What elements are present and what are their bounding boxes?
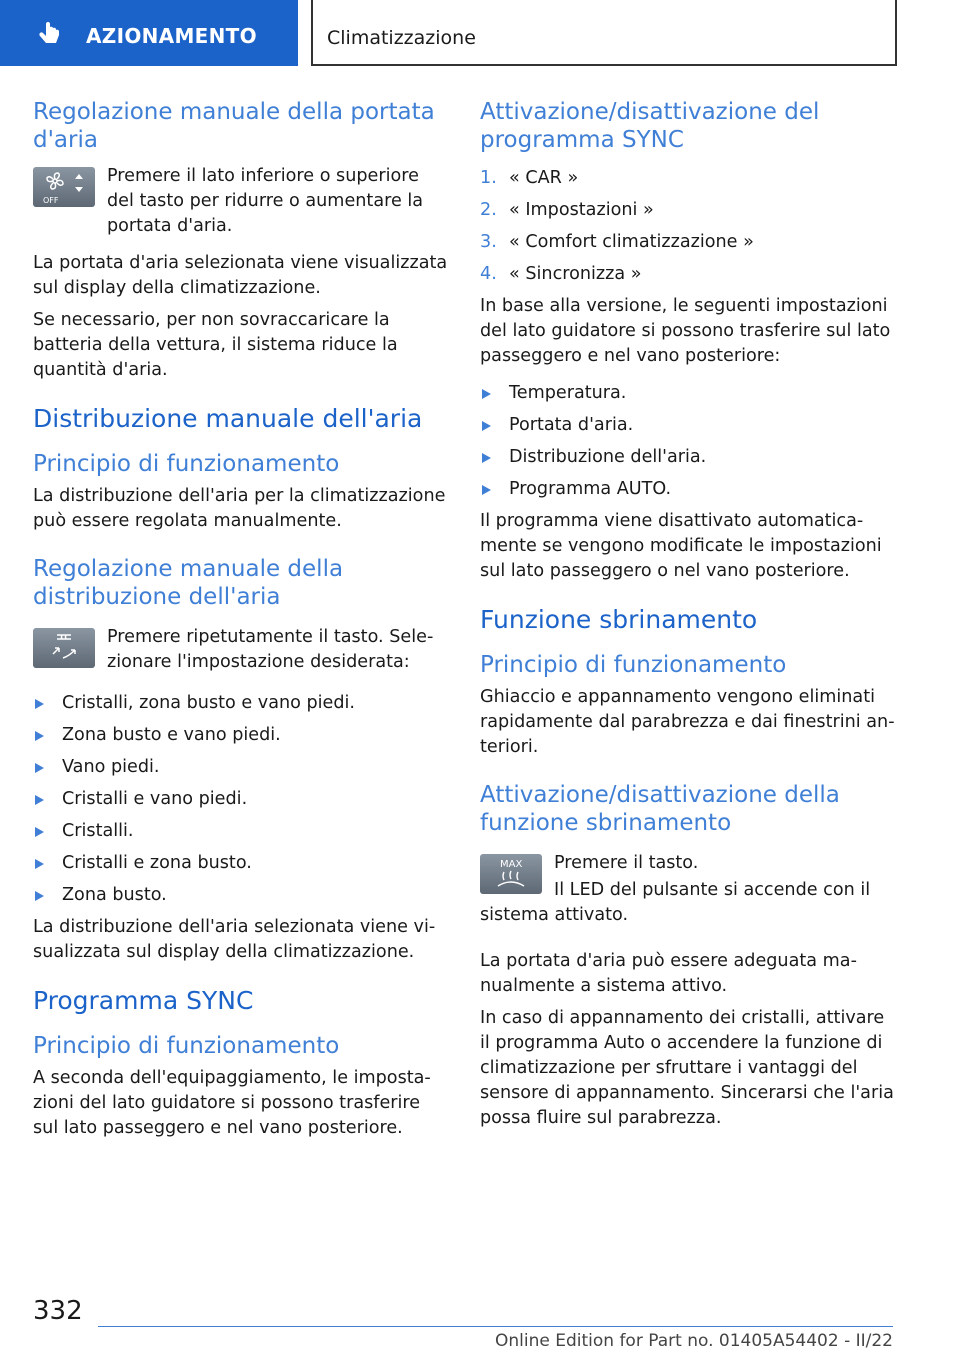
list-item: Cristalli e zona busto. — [33, 851, 448, 876]
paragraph: Se necessario, per non sovraccaricare la batteria della vettura, il sistema riduce la quantità d'aria. — [33, 310, 398, 380]
footer-divider — [98, 1326, 893, 1327]
heading-air-distribution: Distribuzione manuale dell'aria — [33, 404, 423, 433]
paragraph: La distribuzione dell'aria per la climatizzazione può essere regolata manualmente. — [33, 486, 446, 531]
heading-manual-airflow: Regolazione manuale della portata d'aria — [33, 99, 435, 153]
paragraph: La distribuzione dell'aria selezionata viene visualizzata sul display della climatizzazione. — [33, 917, 436, 962]
fan-button-image — [33, 167, 95, 207]
distribution-button-text: Premere ripetutamente il tasto. Selezionare l'impostazione desiderata: — [107, 627, 434, 672]
paragraph: In base alla versione, le seguenti impostazioni del lato guidatore si possono trasferire sul lato passeggero e nel vano posteriore: — [480, 296, 891, 366]
paragraph: Ghiaccio e appannamento vengono eliminati rapidamente dal parabrezza e dai finestrini anteriori. — [480, 687, 895, 757]
list-item: Cristalli, zona busto e vano piedi. — [33, 691, 448, 716]
distribution-button-instruction — [33, 625, 448, 675]
air-distribution-button-image — [33, 628, 95, 668]
paragraph: La portata d'aria può essere adeguata manualmente a sistema attivo. — [480, 951, 857, 996]
list-item: Distribuzione dell'aria. — [480, 445, 895, 470]
paragraph: Il programma viene disattivato automaticamente se vengono modificate le impostazioni sul lato passeggero o nel vano posteriore. — [480, 511, 882, 581]
section-title: AZIONAMENTO — [86, 24, 257, 48]
step-item: 4. « Sincronizza » — [480, 264, 642, 284]
footer-edition: Online Edition for Part no. 01405A54402 - II/22 — [494, 1331, 893, 1351]
list-item: Zona busto. — [33, 883, 448, 908]
list-item: Programma AUTO. — [480, 477, 895, 502]
airflow-button-text: Premere il lato inferiore o superiore del tasto per ridurre o aumentare la portata d'aria. — [107, 166, 424, 236]
subheading-principle: Principio di funzionamento — [480, 652, 787, 678]
list-item: Zona busto e vano piedi. — [33, 723, 448, 748]
sync-steps-list — [480, 166, 895, 287]
list-item: Temperatura. — [480, 381, 895, 406]
left-column — [33, 98, 448, 1148]
defrost-press-text: Premere il tasto. — [554, 853, 699, 873]
subheading-principle: Principio di funzionamento — [33, 1033, 340, 1059]
list-item: Cristalli e vano piedi. — [33, 787, 448, 812]
list-item: Cristalli. — [33, 819, 448, 844]
paragraph: In caso di appannamento dei cristalli, attivare il programma Auto o accendere la funzione di climatizzazione per sfruttare i vantaggi del sensore di appannamento. Sincerarsi che l'aria possa fluire sul parabrezza. — [480, 1008, 894, 1128]
heading-sync: Programma SYNC — [33, 986, 254, 1015]
air-distribution-icon — [33, 628, 95, 668]
airflow-button-instruction — [33, 164, 448, 239]
sync-settings-list — [480, 381, 895, 502]
list-item: Portata d'aria. — [480, 413, 895, 438]
right-column — [480, 98, 895, 1138]
fan-icon — [33, 167, 95, 207]
heading-defrost: Funzione sbrinamento — [480, 605, 758, 634]
hand-pointer-icon — [38, 22, 64, 46]
max-defrost-button-image — [480, 854, 542, 894]
heading-sync-toggle: Attivazione/disattivazione del programma SYNC — [480, 99, 820, 153]
paragraph: A seconda dell'equipaggiamento, le impostazioni del lato guidatore si possono trasferire sul lato passeggero e nel vano posteriore. — [33, 1068, 431, 1138]
step-item: 3. « Comfort climatizzazione » — [480, 232, 754, 252]
step-item: 1. « CAR » — [480, 168, 579, 188]
subheading-manual-distribution: Regolazione manuale della distribuzione dell'aria — [33, 556, 344, 610]
chapter-title: Climatizzazione — [327, 27, 476, 49]
max-label: MAX — [500, 859, 523, 870]
subheading-principle: Principio di funzionamento — [33, 451, 340, 477]
off-label: OFF — [43, 196, 59, 205]
step-item: 2. « Impostazioni » — [480, 200, 654, 220]
list-item: Vano piedi. — [33, 755, 448, 780]
distribution-options-list — [33, 691, 448, 908]
subheading-defrost-toggle: Attivazione/disattivazione della funzione sbrinamento — [480, 782, 840, 836]
page-number: 332 — [33, 1296, 83, 1326]
chapter-tab — [311, 0, 897, 66]
defrost-led-text: Il LED del pulsante si accende con il sistema attivato. — [480, 880, 871, 925]
paragraph: La portata d'aria selezionata viene visualizzata sul display della climatizzazione. — [33, 253, 448, 298]
max-defrost-icon — [480, 854, 542, 894]
section-tab — [0, 0, 298, 66]
